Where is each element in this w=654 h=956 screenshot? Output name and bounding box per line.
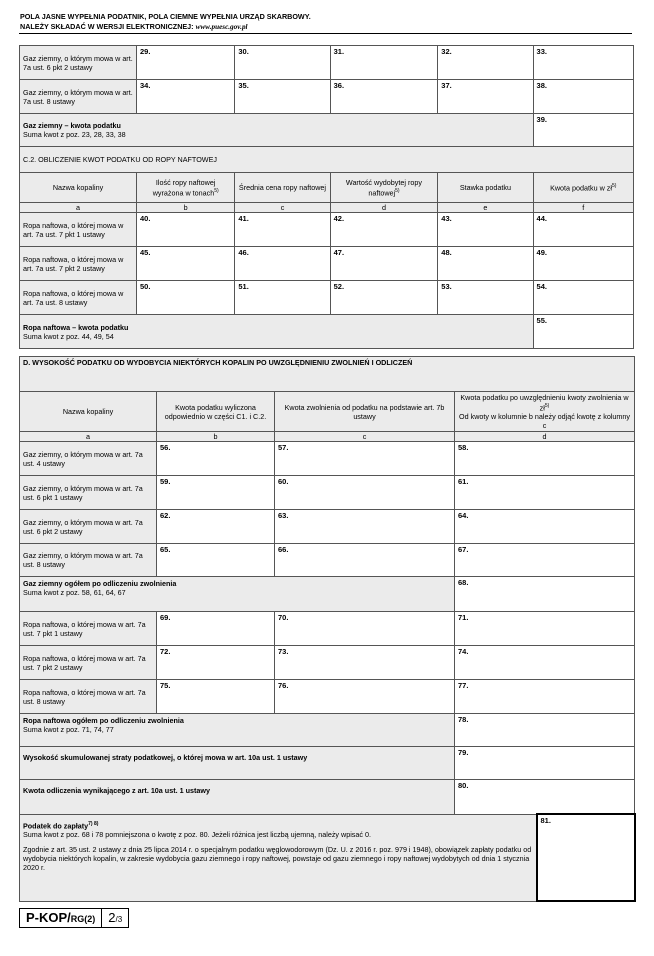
field-57[interactable]: 57. xyxy=(275,442,455,476)
table-row xyxy=(20,612,635,646)
field-47[interactable]: 47. xyxy=(330,247,438,281)
table-row xyxy=(20,646,635,680)
field-53[interactable]: 53. xyxy=(438,281,533,315)
field-65[interactable]: 65. xyxy=(157,544,275,577)
header-url[interactable]: www.puesc.gov.pl xyxy=(195,22,248,31)
tax-due-line1: Suma kwot z poz. 68 i 78 pomniejszona o kwotę z poz. 80. Jeżeli różnica jest liczbą ujemną, należy wpisać 0. xyxy=(23,829,371,839)
field-79[interactable]: 79. xyxy=(455,747,635,780)
gas-sum-label xyxy=(20,114,534,147)
field-35[interactable]: 35. xyxy=(235,80,330,114)
column-letter: c xyxy=(235,203,330,213)
form-code-box xyxy=(19,908,129,928)
field-43[interactable]: 43. xyxy=(438,213,533,247)
header-divider xyxy=(19,33,632,34)
field-40[interactable]: 40. xyxy=(137,213,235,247)
deduction-label: Kwota odliczenia wynikającego z art. 10a ust. 1 ustawy xyxy=(20,780,455,815)
field-59[interactable]: 59. xyxy=(157,476,275,510)
column-letter: e xyxy=(438,203,533,213)
d-header-d: Kwota podatku po uwzględnieniu kwoty zwolnienia w $zł^{5)}$ Od kwoty w kolumnie b należy odjąć kwotę z kolumny c xyxy=(455,392,635,432)
field-81[interactable]: 81. xyxy=(537,814,635,901)
field-51[interactable]: 51. xyxy=(235,281,330,315)
field-61[interactable]: 61. xyxy=(455,476,635,510)
row-label: Gaz ziemny, o którym mowa w art. 7a ust. 6 pkt 2 ustawy xyxy=(20,46,137,80)
d-header-a: Nazwa kopaliny xyxy=(20,392,157,432)
table-row xyxy=(20,442,635,476)
field-45[interactable]: 45. xyxy=(137,247,235,281)
table-row xyxy=(20,46,634,80)
field-30[interactable]: 30. xyxy=(235,46,330,80)
field-63[interactable]: 63. xyxy=(275,510,455,544)
gas-total-sub: Suma kwot z poz. 58, 61, 64, 67 xyxy=(23,588,126,597)
field-29[interactable]: 29. xyxy=(137,46,235,80)
field-46[interactable]: 46. xyxy=(235,247,330,281)
gas-total-row xyxy=(20,577,635,612)
column-letter: b xyxy=(137,203,235,213)
field-44[interactable]: 44. xyxy=(533,213,633,247)
field-32[interactable]: 32. xyxy=(438,46,533,80)
section-d-title: D. WYSOKOŚĆ PODATKU OD WYDOBYCIA NIEKTÓRYCH KOPALIN PO UWZGLĘDNIENIU ZWOLNIEŃ I ODLICZEŃ xyxy=(20,357,635,392)
section-d-title-row xyxy=(20,357,635,392)
field-64[interactable]: 64. xyxy=(455,510,635,544)
row-label: Ropa naftowa, o której mowa w art. 7a ust. 7 pkt 2 ustawy xyxy=(20,247,137,281)
column-letter: d xyxy=(455,432,635,442)
field-77[interactable]: 77. xyxy=(455,680,635,714)
field-33[interactable]: 33. xyxy=(533,46,633,80)
c2-header-d: Wartość wydobytej ropy naftowej$^{5)}$ xyxy=(330,173,438,203)
field-54[interactable]: 54. xyxy=(533,281,633,315)
loss-label: Wysokość skumulowanej straty podatkowej, o której mowa w art. 10a ust. 1 ustawy xyxy=(20,747,455,780)
field-50[interactable]: 50. xyxy=(137,281,235,315)
field-48[interactable]: 48. xyxy=(438,247,533,281)
field-49[interactable]: 49. xyxy=(533,247,633,281)
table-row xyxy=(20,247,634,281)
field-36[interactable]: 36. xyxy=(330,80,438,114)
tax-due-label: Podatek do zapłaty$^{7) 8)}$ Suma kwot z poz. 68 i 78 pomniejszona o kwotę z poz. 80. Jeżeli różnica jest liczbą ujemną, należy wpisać 0. Zgodnie z art. 35 ust. 2 ustawy z dnia 25 lipca 2014 r. o specjalnym podatku węglowodorowym (Dz. U. z 2016 r. poz. 979 i 1948), obowiązek zapłaty podatku od wydobycia niektórych kopalin, w zakresie wydobycia gazu ziemnego i ropy naftowej, powstaje od gazu ziemnego i ropy naftowej wydobytych od dnia 1 stycznia 2020 r. xyxy=(20,814,537,901)
row-label: Ropa naftowa, o której mowa w art. 7a ust. 8 ustawy xyxy=(20,281,137,315)
gas-sum-title: Gaz ziemny – kwota podatku xyxy=(23,121,121,130)
oil-sum-row xyxy=(20,315,634,349)
field-72[interactable]: 72. xyxy=(157,646,275,680)
gas-sum-sub: Suma kwot z poz. 23, 28, 33, 38 xyxy=(23,130,126,139)
row-label: Ropa naftowa, o której mowa w art. 7a ust. 8 ustawy xyxy=(20,680,157,714)
field-68[interactable]: 68. xyxy=(455,577,635,612)
field-74[interactable]: 74. xyxy=(455,646,635,680)
row-label: Ropa naftowa, o której mowa w art. 7a ust. 7 pkt 2 ustawy xyxy=(20,646,157,680)
oil-sum-title: Ropa naftowa – kwota podatku xyxy=(23,322,129,332)
form-code: P-KOP/RG(2) xyxy=(20,909,102,927)
field-39[interactable]: 39. xyxy=(533,114,633,147)
field-73[interactable]: 73. xyxy=(275,646,455,680)
field-31[interactable]: 31. xyxy=(330,46,438,80)
gas-total-label xyxy=(20,577,455,612)
field-78[interactable]: 78. xyxy=(455,714,635,747)
tax-due-row xyxy=(20,814,635,901)
field-66[interactable]: 66. xyxy=(275,544,455,577)
field-76[interactable]: 76. xyxy=(275,680,455,714)
table-row xyxy=(20,510,635,544)
oil-total-row xyxy=(20,714,635,747)
c2-header-a: Nazwa kopaliny xyxy=(20,173,137,203)
column-letter: d xyxy=(330,203,438,213)
tax-due-title: Podatek do zapłaty xyxy=(23,820,89,830)
row-label: Ropa naftowa, o której mowa w art. 7a ust. 7 pkt 1 ustawy xyxy=(20,213,137,247)
field-55[interactable]: 55. xyxy=(533,315,633,349)
oil-total-sub: Suma kwot z poz. 71, 74, 77 xyxy=(23,725,114,734)
oil-sum-label xyxy=(20,315,534,349)
table-row xyxy=(20,213,634,247)
d-letter-row xyxy=(20,432,635,442)
column-letter: b xyxy=(157,432,275,442)
table-row xyxy=(20,680,635,714)
field-41[interactable]: 41. xyxy=(235,213,330,247)
tax-due-table xyxy=(19,813,636,902)
loss-row xyxy=(20,747,635,780)
section-c-table xyxy=(19,45,634,349)
header-line1: POLA JASNE WYPEŁNIA PODATNIK, POLA CIEMNE WYPEŁNIA URZĄD SKARBOWY. xyxy=(20,12,311,21)
page-number: 2/3 xyxy=(108,910,123,925)
header-line2-text: NALEŻY SKŁADAĆ W WERSJI ELEKTRONICZNEJ: xyxy=(20,21,194,31)
field-71[interactable]: 71. xyxy=(455,612,635,646)
field-69[interactable]: 69. xyxy=(157,612,275,646)
c2-header-f: Kwota podatku w $zł^{5)}$ xyxy=(533,173,633,203)
column-letter: a xyxy=(20,432,157,442)
field-37[interactable]: 37. xyxy=(438,80,533,114)
table-row xyxy=(20,281,634,315)
d-header-row xyxy=(20,392,635,432)
row-label: Ropa naftowa, o której mowa w art. 7a ust. 7 pkt 1 ustawy xyxy=(20,612,157,646)
table-row xyxy=(20,476,635,510)
row-label: Gaz ziemny, o którym mowa w art. 7a ust. 6 pkt 2 ustawy xyxy=(20,510,157,544)
tax-due-line2: Zgodnie z art. 35 ust. 2 ustawy z dnia 25 lipca 2014 r. o specjalnym podatku węglowodorowym (Dz. U. z 2016 r. poz. 979 i 1948), obowiązek zapłaty podatku od wydobycia niektórych kopalin, w zakresie wydobycia gazu ziemnego i ropy naftowej, powstaje od gazu ziemnego i ropy naftowej wydobytych od dnia 1 stycznia 2020 r. xyxy=(23,844,532,872)
row-label: Gaz ziemny, o którym mowa w art. 7a ust. 6 pkt 1 ustawy xyxy=(20,476,157,510)
field-52[interactable]: 52. xyxy=(330,281,438,315)
form-header xyxy=(20,12,311,32)
c2-header-row xyxy=(20,173,634,203)
field-67[interactable]: 67. xyxy=(455,544,635,577)
header-line2 xyxy=(20,22,311,33)
c2-header-e: Stawka podatku xyxy=(438,173,533,203)
field-80[interactable]: 80. xyxy=(455,780,635,815)
section-d-table xyxy=(19,356,635,815)
d-header-c: Kwota zwolnienia od podatku na podstawie art. 7b ustawy xyxy=(275,392,455,432)
field-70[interactable]: 70. xyxy=(275,612,455,646)
row-label: Gaz ziemny, o którym mowa w art. 7a ust. 8 ustawy xyxy=(20,544,157,577)
oil-total-title: Ropa naftowa ogółem po odliczeniu zwolnienia xyxy=(23,716,184,725)
field-38[interactable]: 38. xyxy=(533,80,633,114)
field-60[interactable]: 60. xyxy=(275,476,455,510)
table-row xyxy=(20,544,635,577)
section-c2-title: C.2. OBLICZENIE KWOT PODATKU OD ROPY NAFTOWEJ xyxy=(20,147,634,173)
field-58[interactable]: 58. xyxy=(455,442,635,476)
column-letter: a xyxy=(20,203,137,213)
oil-total-label xyxy=(20,714,455,747)
section-c2-title-row xyxy=(20,147,634,173)
field-75[interactable]: 75. xyxy=(157,680,275,714)
c2-letter-row xyxy=(20,203,634,213)
c2-header-b: Ilość ropy naftowej wyrażona w tonach$^{5)}$ xyxy=(137,173,235,203)
field-62[interactable]: 62. xyxy=(157,510,275,544)
row-label: Gaz ziemny, o którym mowa w art. 7a ust. 8 ustawy xyxy=(20,80,137,114)
d-header-b: Kwota podatku wyliczona odpowiednio w części C1. i C.2. xyxy=(157,392,275,432)
field-56[interactable]: 56. xyxy=(157,442,275,476)
gas-sum-row xyxy=(20,114,634,147)
c2-header-c: Średnia cena ropy naftowej xyxy=(235,173,330,203)
deduction-row xyxy=(20,780,635,815)
column-letter: f xyxy=(533,203,633,213)
row-label: Gaz ziemny, o którym mowa w art. 7a ust. 4 ustawy xyxy=(20,442,157,476)
table-row xyxy=(20,80,634,114)
oil-sum-sub: Suma kwot z poz. 44, 49, 54 xyxy=(23,331,114,341)
column-letter: c xyxy=(275,432,455,442)
field-34[interactable]: 34. xyxy=(137,80,235,114)
gas-total-title: Gaz ziemny ogółem po odliczeniu zwolnienia xyxy=(23,579,177,588)
field-42[interactable]: 42. xyxy=(330,213,438,247)
